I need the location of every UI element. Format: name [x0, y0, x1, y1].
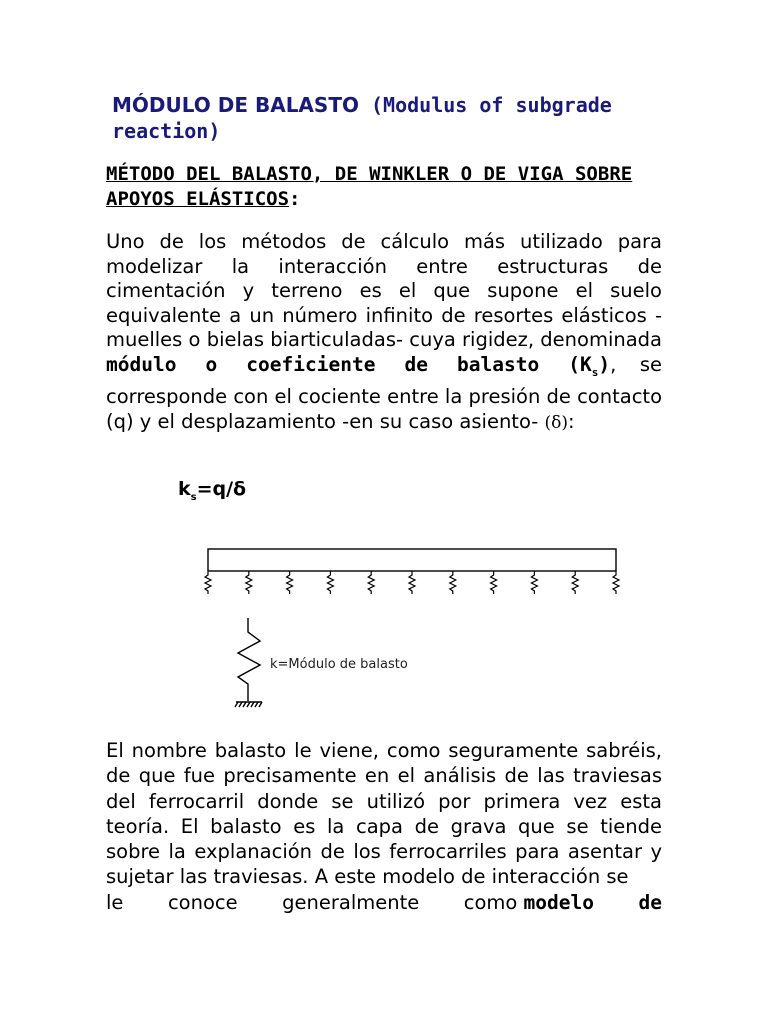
delta-symbol: (δ) — [544, 413, 568, 434]
document-title — [112, 92, 652, 144]
formula-rest: =q/δ — [196, 478, 247, 500]
formula-subscript: s — [190, 491, 197, 503]
word-group — [464, 890, 594, 915]
bold-term-modelo: modelo — [523, 890, 594, 914]
bold-term-de: de — [638, 890, 662, 914]
section-heading — [106, 162, 662, 212]
spring — [368, 571, 374, 594]
section-heading-colon: : — [289, 188, 301, 210]
paragraph-history-last-line — [106, 890, 662, 915]
ballast-formula — [178, 478, 246, 503]
paragraph-definition-rest: , se corresponde con el cociente entre la presión de contacto (q) y el desplazamiento -en su caso asiento- — [106, 352, 662, 434]
spring-row — [205, 571, 619, 594]
spring — [246, 571, 252, 594]
paragraph-definition — [106, 230, 662, 436]
spring-detail — [235, 618, 262, 707]
spring — [287, 571, 293, 594]
title-english: (Modulus of subgrade reaction) — [112, 93, 612, 143]
ballast-modulus-term-text: módulo o coeficiente de balasto (K — [106, 352, 592, 376]
spring — [327, 571, 333, 594]
ballast-modulus-term — [106, 352, 611, 379]
word: como — [463, 890, 518, 914]
spring — [531, 571, 537, 594]
spring — [572, 571, 578, 594]
beam — [208, 549, 616, 571]
paragraph-definition-end: : — [567, 410, 575, 434]
formula-k: k — [178, 478, 191, 500]
spring — [613, 571, 619, 594]
section-heading-text: MÉTODO DEL BALASTO, DE WINKLER O DE VIGA SOBRE APOYOS ELÁSTICOS — [106, 163, 633, 210]
spring-label: k=Módulo de balasto — [270, 657, 408, 672]
paragraph-definition-start: Uno de los métodos de cálculo más utilizado para modelizar la interacción entre estructuras de cimentación y terreno es el que supone el suelo equivalente a un número infinito de resortes elásticos - muelles o bielas biarticuladas- cuya rigidez, denominada — [106, 230, 662, 352]
paragraph-history — [106, 738, 662, 915]
word: conoce — [167, 890, 238, 914]
paragraph-history-text: El nombre balasto le viene, como seguramente sabréis, de que fue precisamente en el análisis de las traviesas del ferrocarril donde se utilizó por primera vez esta teoría. El balasto es la capa de grava que se tiende sobre la explanación de los ferrocarriles para asentar y sujetar las traviesas. A este modelo de interacción se — [106, 739, 662, 889]
word: le — [106, 890, 124, 914]
ballast-modulus-subscript: s — [591, 365, 599, 379]
title-main: MÓDULO DE BALASTO — [112, 93, 359, 117]
ballast-modulus-close: ) — [598, 352, 611, 376]
spring — [409, 571, 415, 594]
spring — [491, 571, 497, 594]
spring — [450, 571, 456, 594]
spring — [205, 571, 211, 594]
winkler-beam-diagram — [200, 540, 630, 720]
word: generalmente — [282, 890, 420, 914]
